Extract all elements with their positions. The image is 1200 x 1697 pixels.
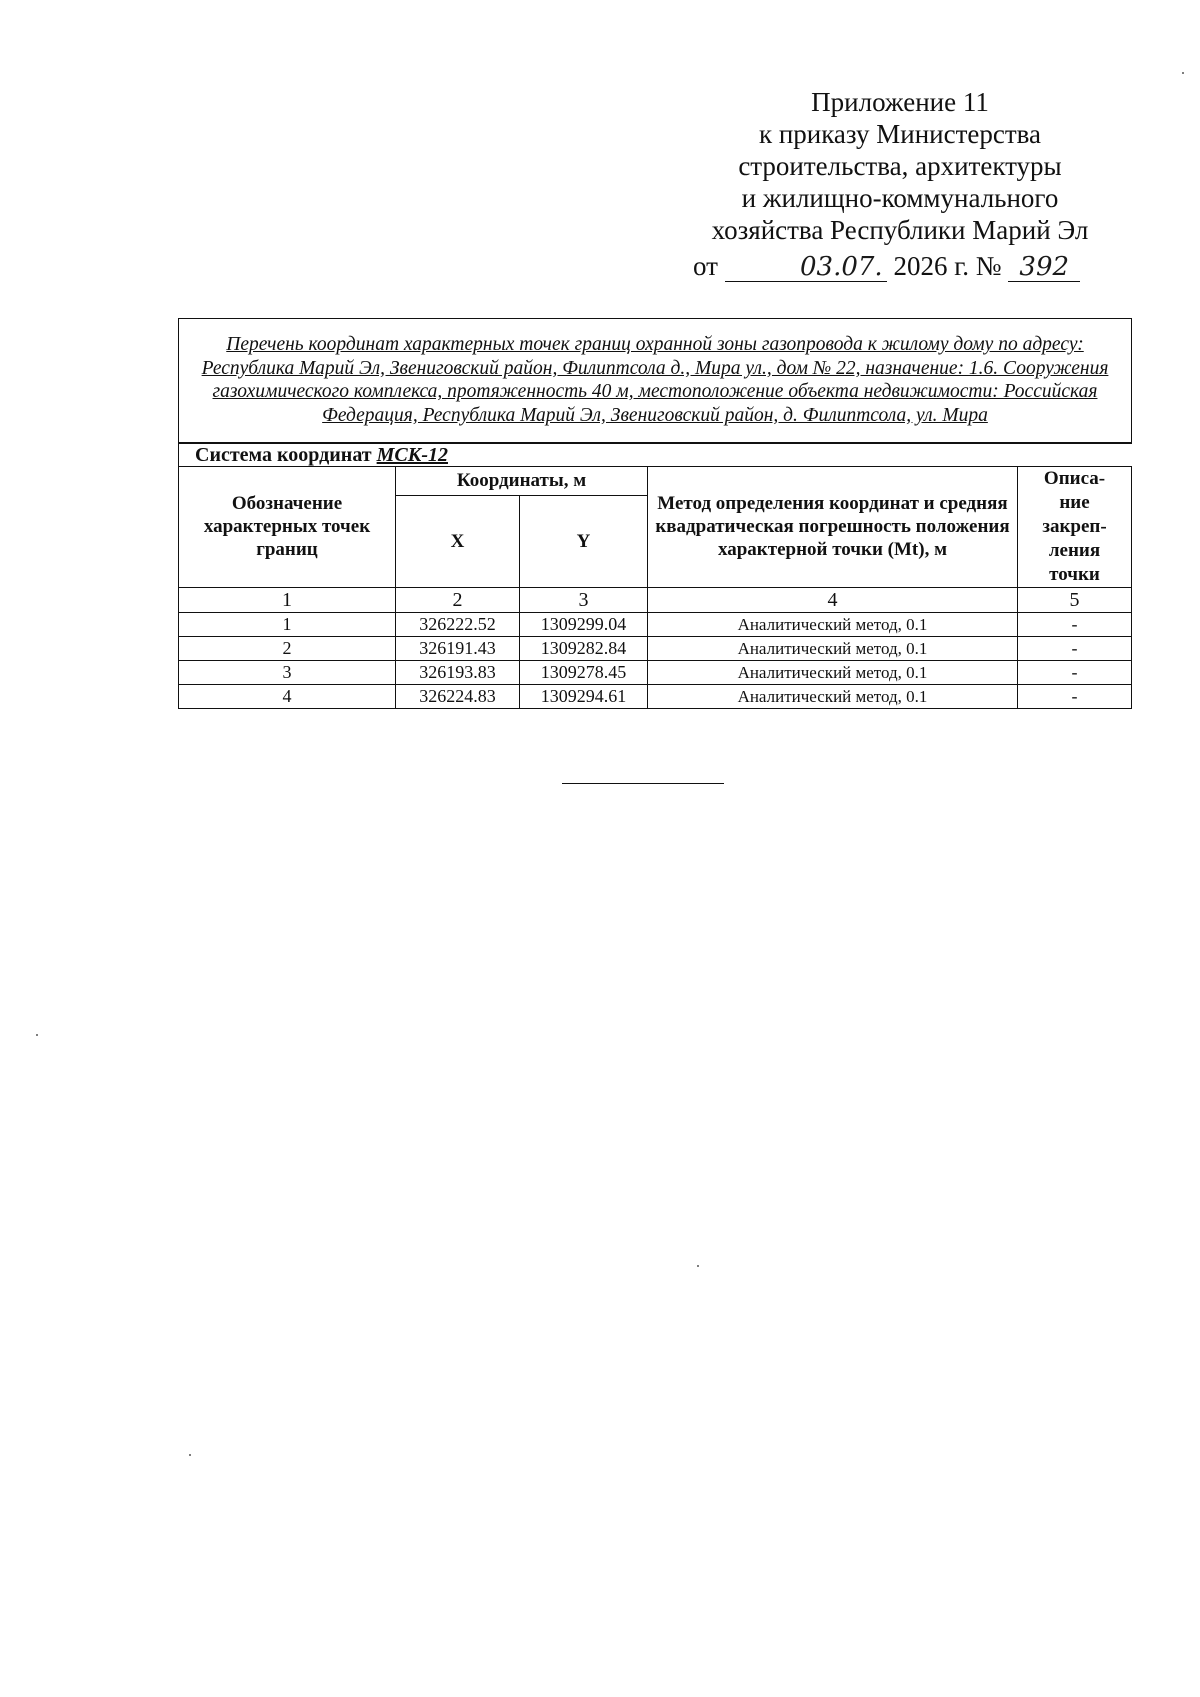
- handwritten-date: 03.07.: [725, 253, 887, 282]
- cell-description: -: [1018, 636, 1132, 660]
- cell-y: 1309278.45: [520, 660, 648, 684]
- scan-speck: [36, 1034, 38, 1036]
- header-description-line: ние: [1059, 491, 1090, 513]
- cell-description: -: [1018, 684, 1132, 708]
- table-row: [179, 636, 1132, 660]
- cell-x: 326222.52: [396, 612, 520, 636]
- appendix-header: [690, 86, 1110, 246]
- header-line: строительства, архитектуры: [738, 151, 1062, 181]
- cell-y: 1309282.84: [520, 636, 648, 660]
- header-x: X: [396, 495, 520, 587]
- coordinate-system-label: Система координат: [195, 443, 372, 466]
- scan-speck: [1182, 72, 1184, 74]
- scan-speck: [697, 1265, 699, 1267]
- cell-method: Аналитический метод, 0.1: [648, 684, 1018, 708]
- cell-point: 1: [179, 612, 396, 636]
- header-y: Y: [520, 495, 648, 587]
- header-line: и жилищно-коммунального: [741, 183, 1059, 213]
- header-description: [1018, 466, 1132, 587]
- cell-point: 3: [179, 660, 396, 684]
- cell-point: 2: [179, 636, 396, 660]
- header-line: хозяйства Республики Марий Эл: [711, 215, 1089, 245]
- header-point-designation: Обозначение характерных точек границ: [179, 466, 396, 587]
- column-index: 5: [1018, 587, 1132, 612]
- cell-method: Аналитический метод, 0.1: [648, 636, 1018, 660]
- cell-point: 4: [179, 684, 396, 708]
- coordinates-table: [178, 318, 1132, 709]
- header-description-line: ления: [1048, 539, 1101, 561]
- header-description-line: закреп-: [1042, 515, 1107, 537]
- cell-x: 326224.83: [396, 684, 520, 708]
- cell-method: Аналитический метод, 0.1: [648, 660, 1018, 684]
- order-date-line: [693, 250, 1113, 282]
- header-coordinates: Координаты, м: [396, 466, 648, 495]
- cell-y: 1309294.61: [520, 684, 648, 708]
- cell-description: -: [1018, 612, 1132, 636]
- cell-y: 1309299.04: [520, 612, 648, 636]
- header-line: Приложение 11: [811, 87, 989, 117]
- year-text: 2026 г. №: [893, 251, 1002, 281]
- date-prefix: от: [693, 251, 718, 281]
- table-row: [179, 612, 1132, 636]
- cell-description: -: [1018, 660, 1132, 684]
- coordinate-system-name: МСК-12: [376, 443, 448, 466]
- table-row: [179, 660, 1132, 684]
- column-index-row: [179, 587, 1132, 612]
- column-index: 4: [648, 587, 1018, 612]
- header-line: к приказу Министерства: [758, 119, 1042, 149]
- cell-x: 326193.83: [396, 660, 520, 684]
- column-index: 1: [179, 587, 396, 612]
- cell-method: Аналитический метод, 0.1: [648, 612, 1018, 636]
- column-index: 3: [520, 587, 648, 612]
- header-description-line: точки: [1049, 563, 1100, 585]
- closing-divider: [562, 783, 724, 784]
- table-row: [179, 684, 1132, 708]
- handwritten-number: 392: [1008, 253, 1080, 282]
- cell-x: 326191.43: [396, 636, 520, 660]
- scan-speck: [189, 1454, 191, 1456]
- table-caption: Перечень координат характерных точек границ охранной зоны газопровода к жилому дому по адресу: Республика Марий Эл, Звениговский район, Филиптсола д., Мира ул., дом № 22, назначение: 1.6. Сооружения газохимического комплекса, протяженность 40 м, местоположение объекта недвижимости: Российская Федерация, Республика Марий Эл, Звениговский район, д. Филиптсола, ул. Мира: [179, 319, 1132, 443]
- column-index: 2: [396, 587, 520, 612]
- header-description-line: Описа-: [1043, 467, 1106, 489]
- coordinate-system: [179, 443, 1132, 467]
- header-method: Метод определения координат и средняя квадратическая погрешность положения характерной точки (Mt), м: [648, 466, 1018, 587]
